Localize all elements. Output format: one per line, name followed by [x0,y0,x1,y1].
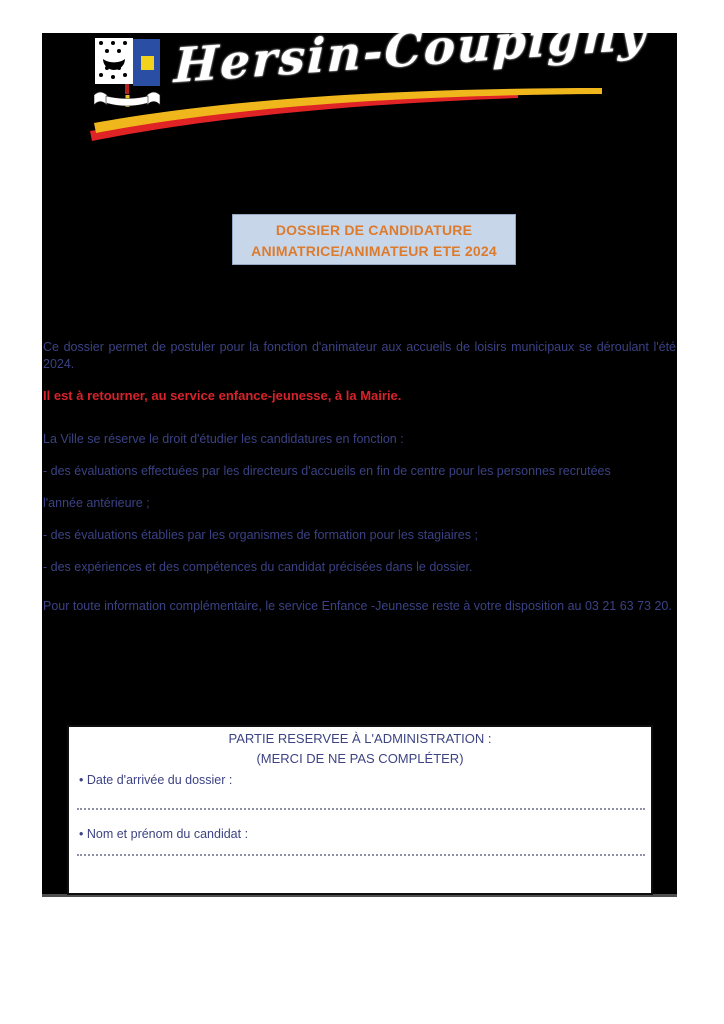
date-arrival-fill-line [77,808,645,810]
criteria-item-3: - des expériences et des compétences du candidat précisées dans le dossier. [43,560,473,574]
date-arrival-label: • Date d'arrivée du dossier : [79,773,233,787]
intro-paragraph: Ce dossier permet de postuler pour la fonction d'animateur aux accueils de loisirs municipaux se déroulant l'été 2024. [43,340,676,371]
admin-box-title-line-2: (MERCI DE NE PAS COMPLÉTER) [256,751,464,766]
document-canvas [42,5,677,897]
criteria-intro: La Ville se réserve le droit d'étudier les candidatures en fonction : [43,432,404,446]
logo-script-text: Hersin-Coupigny [173,5,649,95]
criteria-item-1: - des évaluations effectuées par les directeurs d'accueils en fin de centre pour les personnes recrutées [43,464,611,478]
title-line-1: DOSSIER DE CANDIDATURE [275,222,473,238]
contact-paragraph: Pour toute information complémentaire, le service Enfance -Jeunesse reste à votre disposition au 03 21 63 73 20. [43,599,672,613]
title-box [232,214,516,265]
return-notice: Il est à retourner, au service enfance-jeunesse, à la Mairie. [43,388,402,403]
admin-box-title-line-1: PARTIE RESERVEE À L'ADMINISTRATION : [228,731,492,746]
criteria-item-2: - des évaluations établies par les organismes de formation pour les stagiaires ; [43,528,478,542]
title-line-2: ANIMATRICE/ANIMATEUR ETE 2024 [251,243,497,259]
criteria-item-1-continuation: l'année antérieure ; [43,496,150,510]
swoosh-graphic [90,85,620,143]
candidate-name-label: • Nom et prénom du candidat : [79,827,249,841]
candidate-name-fill-line [77,854,645,856]
admin-reserved-box [67,725,653,895]
